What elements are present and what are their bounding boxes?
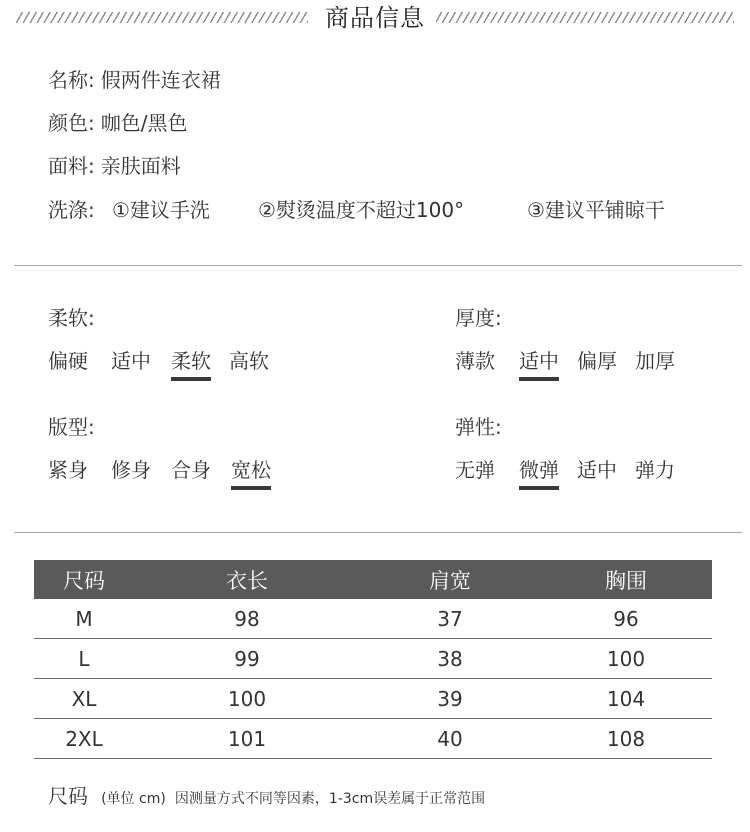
- note-unit: (单位 cm): [101, 791, 166, 807]
- attr-thickness-title: 厚度:: [455, 306, 502, 330]
- table-cell: 101: [134, 719, 360, 759]
- attr-option: 紧身: [48, 458, 88, 482]
- table-cell: 99: [134, 639, 360, 679]
- table-cell: XL: [34, 679, 134, 719]
- attr-softness-title: 柔软:: [48, 306, 95, 330]
- table-header-cell: 肩宽: [360, 560, 540, 599]
- table-cell: 40: [360, 719, 540, 759]
- table-header-cell: 胸围: [540, 560, 712, 599]
- attr-option: 高软: [229, 349, 269, 373]
- table-row: [34, 639, 712, 679]
- table-row: [34, 719, 712, 759]
- attr-option: 适中: [111, 349, 151, 373]
- info-label: 面料:: [48, 154, 95, 178]
- attr-option: 偏厚: [577, 349, 617, 373]
- attr-thickness-options: [455, 345, 745, 379]
- attr-option: 修身: [111, 458, 151, 482]
- info-row-fabric: [48, 150, 181, 179]
- wash-value-3: ③建议平铺晾干: [527, 198, 665, 222]
- attr-option: 薄款: [455, 349, 495, 373]
- size-table: [34, 560, 712, 759]
- note-label: 尺码: [48, 784, 88, 808]
- attr-option: 无弹: [455, 458, 495, 482]
- info-row-wash: [48, 194, 95, 223]
- attr-elasticity-title: 弹性:: [455, 415, 502, 439]
- note-text: 因测量方式不同等因素，1-3cm误差属于正常范围: [174, 791, 486, 807]
- table-row: [34, 679, 712, 719]
- title-hatch-right: [436, 12, 734, 23]
- attr-elasticity-options: [455, 454, 745, 488]
- info-value: 假两件连衣裙: [100, 68, 221, 92]
- info-row-name: [48, 64, 221, 93]
- divider-1: [14, 265, 742, 266]
- attr-option-selected: 柔软: [171, 345, 211, 374]
- table-cell: 39: [360, 679, 540, 719]
- attr-option: 加厚: [635, 349, 675, 373]
- table-cell: 38: [360, 639, 540, 679]
- attr-option: 弹力: [635, 458, 675, 482]
- table-cell: 98: [134, 599, 360, 639]
- table-cell: 96: [540, 599, 712, 639]
- info-row-color: [48, 107, 188, 136]
- table-header-cell: 尺码: [34, 560, 134, 599]
- info-label: 颜色:: [48, 111, 95, 135]
- table-cell: L: [34, 639, 134, 679]
- wash-value-2: ②熨烫温度不超过100°: [258, 198, 465, 222]
- table-cell: 100: [134, 679, 360, 719]
- table-row: [34, 599, 712, 639]
- divider-2: [14, 532, 742, 533]
- wash-value-1: ①建议手洗: [112, 198, 210, 222]
- table-cell: M: [34, 599, 134, 639]
- table-cell: 100: [540, 639, 712, 679]
- attr-option: 适中: [577, 458, 617, 482]
- info-value: 咖色/黑色: [100, 111, 188, 135]
- size-note: [48, 780, 485, 809]
- attr-fit-options: [48, 454, 348, 488]
- attr-option-selected: 适中: [519, 345, 559, 374]
- attr-fit-title: 版型:: [48, 415, 95, 439]
- table-header-row: [34, 560, 712, 599]
- attr-option-selected: 宽松: [231, 454, 271, 483]
- table-header-cell: 衣长: [134, 560, 360, 599]
- attr-option: 偏硬: [48, 349, 88, 373]
- attr-option: 合身: [171, 458, 211, 482]
- table-cell: 37: [360, 599, 540, 639]
- table-cell: 108: [540, 719, 712, 759]
- section-title: 商品信息: [325, 4, 425, 32]
- attr-option-selected: 微弹: [519, 454, 559, 483]
- info-value: 亲肤面料: [100, 154, 181, 178]
- info-label: 洗涤:: [48, 198, 95, 222]
- info-label: 名称:: [48, 68, 95, 92]
- table-cell: 104: [540, 679, 712, 719]
- table-cell: 2XL: [34, 719, 134, 759]
- attr-softness-options: [48, 345, 348, 379]
